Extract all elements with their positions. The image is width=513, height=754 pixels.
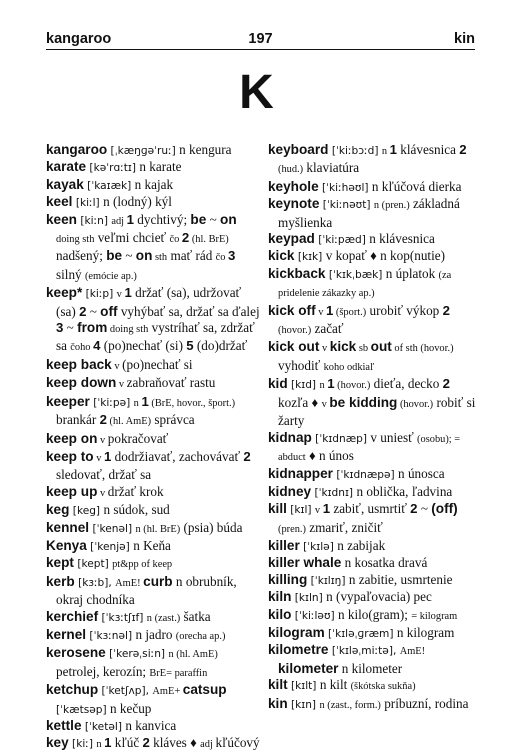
grammar-label: v (97, 434, 108, 446)
gloss: n kosatka dravá (341, 555, 428, 571)
grammar-label: v (314, 505, 323, 517)
gloss: urobiť výkop (366, 302, 443, 318)
headword: keg (46, 502, 70, 518)
pronunciation: [ˈkɜːnəl] (86, 629, 136, 642)
right-column (268, 142, 476, 714)
grammar-label: (hl. BrE) (189, 234, 229, 246)
pronunciation: [kɪlt] (287, 680, 320, 693)
headword: kerchief (46, 608, 99, 624)
headword: be kidding (329, 394, 398, 410)
headword: off (100, 303, 118, 319)
headword: kick off (268, 302, 316, 318)
dictionary-entry (46, 357, 260, 375)
page-number: 197 (248, 31, 273, 47)
grammar-label: (emócie ap.) (84, 270, 137, 282)
pronunciation: [kɪl] (286, 504, 315, 517)
grammar-label: v (93, 452, 104, 464)
sense-number: 2 (142, 735, 150, 751)
gloss: pokračovať (107, 430, 169, 446)
dictionary-entry (268, 501, 476, 538)
grammar-label: v (111, 360, 123, 372)
gloss: n jadro (135, 626, 176, 642)
dictionary-entry (268, 376, 476, 429)
pronunciation: [kɪn] (287, 698, 320, 711)
pronunciation: [kɪd] (287, 379, 320, 392)
gloss: dodržiavať, zachovávať (111, 448, 244, 464)
grammar-label: doing sth (107, 324, 149, 336)
headword: be (106, 248, 123, 264)
dictionary-entry (268, 231, 476, 248)
grammar-label: v (321, 398, 330, 410)
dictionary-entry (46, 194, 260, 211)
grammar-label: BrE= paraffin (149, 667, 208, 679)
headword: keep* (46, 285, 83, 301)
gloss: n kanvica (125, 718, 177, 733)
dictionary-entry (46, 212, 260, 286)
dictionary-entry (46, 431, 260, 449)
gloss: n zabijak (337, 537, 386, 553)
gloss: n súdok, sud (103, 502, 170, 518)
headword: kerb (46, 573, 75, 589)
dictionary-entry (46, 142, 260, 159)
grammar-label: n (zast., form.) (319, 699, 381, 711)
grammar-label: n (381, 146, 390, 157)
grammar-label: adj (200, 739, 216, 751)
headword: on (220, 211, 237, 227)
grammar-label: v (116, 379, 127, 391)
sense-number: 4 (93, 338, 101, 354)
pronunciation: [kɜːb], (74, 576, 116, 589)
gloss: n zabitie, usmrtenie (348, 571, 453, 587)
pronunciation: [kiːn] (76, 214, 112, 227)
gloss: n kilometer (338, 660, 403, 676)
grammar-label: (za pridelenie zákazky ap.) (278, 269, 452, 300)
gloss: základná myšlienka (278, 196, 460, 230)
gloss: kľúč (111, 735, 143, 751)
pronunciation: [kəˈrɑːtɪ] (86, 162, 140, 175)
headword: kick (329, 339, 357, 355)
headword: kick out (268, 339, 320, 355)
grammar-label: n (319, 380, 328, 392)
dictionary-entry (46, 609, 260, 627)
header-rule (46, 49, 475, 50)
pronunciation: [ˈkætsəp] (56, 703, 110, 716)
headword: kettle (46, 718, 82, 733)
sense-number: 1 (124, 285, 132, 301)
headword: keeper (46, 393, 90, 409)
gloss: (psia) búda (180, 519, 243, 535)
gloss: klávesnica (397, 142, 460, 157)
gloss: petrolej, kerozín; (56, 663, 150, 679)
gloss: n (lodný) kýl (103, 194, 172, 210)
dictionary-entry (268, 696, 476, 714)
headword: keep up (46, 483, 98, 499)
headword: kickback (268, 265, 326, 281)
headword: kin (268, 695, 288, 711)
grammar-label: čoho (70, 342, 94, 354)
headword: kangaroo (46, 142, 108, 157)
grammar-label: v (319, 343, 330, 355)
sense-number: 2 (442, 376, 450, 392)
grammar-label: v (315, 306, 326, 318)
dictionary-entry (46, 645, 260, 682)
gloss: kozľa ♦ (278, 394, 322, 410)
grammar-label: doing sth (56, 234, 95, 246)
dictionary-entry (268, 555, 476, 571)
pronunciation: [ˈkɪlɪŋ] (307, 574, 349, 587)
gloss: v uniesť (370, 429, 418, 445)
gloss: šatka (180, 608, 211, 624)
pronunciation: [ˈkaɪæk] (83, 179, 135, 192)
pronunciation: [ˈketəl] (81, 721, 126, 733)
grammar-label: adj (111, 215, 127, 227)
dictionary-entry (268, 589, 476, 606)
headword: out (370, 339, 392, 355)
gloss: nadšený; (56, 248, 107, 264)
pronunciation: [ˈkiːhəʊl] (318, 181, 372, 194)
gloss: robiť si žarty (278, 394, 476, 429)
grammar-label: AmE! (399, 646, 426, 658)
headword: killer (268, 537, 300, 553)
headword: killing (268, 571, 308, 587)
headword: keypad (268, 231, 315, 247)
headword: keyhole (268, 178, 319, 194)
gloss: ♦ n únos (305, 447, 354, 463)
gloss: zabiť, usmrtiť (330, 501, 411, 517)
grammar-label: AmE! (115, 577, 144, 589)
gloss: (do)držať (193, 338, 248, 354)
gloss: ~ (122, 248, 136, 264)
dictionary-entry (268, 677, 476, 695)
dictionary-entry (268, 466, 476, 483)
dictionary-entry (46, 449, 260, 484)
pronunciation: [ˈkɪlə] (299, 540, 338, 553)
gloss: n únosca (398, 466, 445, 482)
gloss: n kilt (319, 677, 351, 693)
dictionary-entry (268, 572, 476, 589)
gloss: ~ (86, 303, 101, 319)
grammar-label: (BrE, hovor., šport.) (148, 397, 236, 409)
grammar-label: čo (215, 252, 229, 264)
headword: keep back (46, 356, 112, 372)
gloss: vystríhať sa, zdržať sa (56, 320, 255, 354)
gloss: n kengura (179, 142, 232, 157)
grammar-label: n (96, 739, 105, 751)
headword: curb (143, 573, 173, 589)
dictionary-entry (268, 642, 476, 677)
running-header (46, 31, 475, 49)
dictionary-entry (268, 248, 476, 265)
first-guide-word: kangaroo (46, 31, 112, 47)
gloss: správca (151, 412, 195, 428)
gloss: ~ (206, 211, 221, 227)
gloss: zmariť, zničiť (305, 519, 383, 535)
gloss: zabraňovať rastu (126, 375, 216, 391)
dictionary-entry (46, 555, 260, 573)
dictionary-entry (268, 303, 476, 340)
grammar-label: v (116, 289, 125, 301)
sense-number: 2 (410, 501, 418, 517)
headword: on (135, 248, 153, 264)
grammar-label: n (pren.) (373, 200, 410, 212)
headword: kick (268, 248, 295, 264)
gloss: n karate (139, 159, 182, 175)
headword: key (46, 735, 69, 751)
pronunciation: [ˈketʃʌp], (98, 685, 153, 698)
headword: killer whale (268, 555, 342, 571)
sense-number: 1 (389, 142, 397, 157)
grammar-label: sth (152, 252, 168, 264)
gloss: n úplatok (385, 265, 439, 281)
grammar-label: čo (169, 234, 182, 246)
gloss: držať (sa), udržovať (sa) (56, 285, 242, 319)
headword: kept (46, 555, 74, 571)
headword: catsup (182, 682, 227, 698)
gloss: silný (56, 266, 85, 282)
grammar-label: of sth (hovor.) (391, 343, 454, 355)
grammar-label: (škótska sukňa) (350, 681, 416, 693)
gloss: sledovať, držať sa (56, 467, 152, 483)
gloss: v kopať ♦ n kop(nutie) (325, 248, 445, 264)
grammar-label: pt&pp of keep (112, 559, 173, 571)
dictionary-entry (46, 502, 260, 519)
gloss: kláves ♦ (149, 735, 201, 751)
pronunciation: [ˌkæŋɡəˈruː] (107, 145, 180, 157)
grammar-label: = kilogram (411, 610, 458, 622)
pronunciation: [kɪk] (294, 251, 326, 264)
grammar-label: (hovor.) (278, 325, 312, 337)
pronunciation: [ˈkiːpæd] (314, 234, 370, 247)
sense-number: 1 (104, 735, 112, 751)
sense-number: 2 (99, 412, 107, 428)
gloss: n klávesnica (369, 231, 435, 247)
grammar-label: sb (356, 343, 371, 355)
sense-number: 5 (186, 338, 194, 354)
dictionary-entry (268, 339, 476, 376)
sense-number: 1 (322, 501, 331, 517)
grammar-label: (orecha ap.) (175, 630, 226, 642)
dictionary-entry (46, 718, 260, 735)
dictionary-entry (46, 574, 260, 609)
gloss: n (vypaľovacia) pec (326, 589, 432, 605)
grammar-label: v (97, 487, 108, 499)
sense-number: 1 (103, 448, 112, 464)
dictionary-entry (268, 196, 476, 231)
grammar-label: (osobu); = abduct (278, 433, 461, 463)
dictionary-entry (268, 179, 476, 196)
gloss: príbuzní, rodina (380, 695, 469, 711)
gloss: n kilo(gram); (338, 606, 412, 622)
headword: kilo (268, 606, 292, 622)
gloss: vyhodiť (278, 357, 324, 373)
dictionary-entry (46, 520, 260, 538)
last-guide-word: kin (454, 31, 475, 47)
headword: (off) (431, 501, 458, 517)
gloss: dychtivý; (134, 211, 191, 227)
pronunciation: [ˈkenjə] (86, 540, 134, 553)
headword: kernel (46, 626, 87, 642)
gloss: začať (311, 321, 344, 337)
grammar-label: n (hl. BrE) (135, 523, 181, 535)
sense-number: 2 (459, 142, 467, 157)
dictionary-entry (268, 625, 476, 642)
sense-number: 3 (56, 320, 64, 336)
pronunciation: [kiːp] (82, 288, 117, 301)
grammar-label: (šport.) (333, 306, 367, 318)
headword: kidnap (268, 429, 312, 445)
left-column (46, 142, 260, 754)
gloss: n obrubník, okraj chodníka (56, 573, 237, 608)
pronunciation: [ˈkɪkˌbæk] (325, 268, 386, 281)
gloss: (po)nechať (si) (100, 338, 187, 354)
headword: keyboard (268, 142, 329, 157)
dictionary-entry (268, 142, 476, 179)
dictionary-entry (46, 394, 260, 431)
pronunciation: [ˈkerəˌsiːn] (105, 648, 169, 661)
gloss: (po)nechať si (122, 356, 193, 372)
headword: kiln (268, 589, 292, 605)
pronunciation: [ˈkɜːtʃɪf] (98, 611, 147, 624)
gloss: ~ (417, 501, 432, 517)
sense-number: 1 (325, 302, 334, 318)
headword: karate (46, 159, 87, 175)
sense-number: 1 (141, 393, 149, 409)
pronunciation: [ˈkɪdnæp] (311, 432, 371, 445)
dictionary-entry (46, 682, 260, 718)
sense-number: 3 (228, 248, 236, 264)
pronunciation: [kɪln] (291, 592, 327, 605)
grammar-label: (hovor.) (397, 398, 434, 410)
gloss: n kečup (110, 700, 152, 716)
pronunciation: [ˈkiːləʊ] (291, 609, 338, 622)
grammar-label: n (133, 397, 142, 409)
pronunciation: [keg] (69, 505, 104, 518)
headword: keen (46, 211, 77, 227)
headword: kilometre (268, 642, 329, 658)
headword: kilogram (268, 624, 325, 640)
grammar-label: n (hl. AmE) (168, 649, 218, 661)
pronunciation: [ˈkɪləˌɡræm] (324, 627, 397, 640)
headword: kid (268, 376, 288, 392)
gloss: n Keňa (133, 537, 171, 553)
gloss: n kľúčová dierka (371, 178, 462, 194)
sense-number: 2 (79, 303, 87, 319)
dictionary-entry (46, 177, 260, 194)
dictionary-entry (46, 159, 260, 176)
pronunciation: [kept] (73, 558, 113, 571)
pronunciation: [ˈkɪləˌmiːtə], (328, 645, 400, 658)
gloss: n oblička, ľadvina (356, 483, 453, 499)
dictionary-entry (46, 735, 260, 753)
gloss: ~ (63, 320, 78, 336)
dictionary-entry (268, 538, 476, 555)
grammar-label: n (zast.) (146, 612, 181, 624)
section-letter: K (239, 66, 274, 119)
grammar-label: (pren.) (278, 523, 306, 535)
dictionary-entry (46, 375, 260, 393)
grammar-label: (hovor.) (334, 380, 371, 392)
gloss: n kilogram (396, 624, 455, 640)
headword: kayak (46, 176, 84, 192)
gloss: n kajak (134, 176, 174, 192)
grammar-label: (hud.) (278, 164, 304, 176)
headword: kidnapper (268, 466, 333, 482)
headword: kennel (46, 519, 90, 535)
grammar-label: (hl. AmE) (106, 416, 152, 428)
sense-number: 2 (243, 448, 251, 464)
dictionary-entry (268, 607, 476, 625)
headword: kilometer (278, 660, 339, 676)
gloss: kľúčový (215, 735, 260, 751)
dictionary-entry (268, 484, 476, 501)
headword: ketchup (46, 682, 99, 698)
headword: keynote (268, 196, 320, 212)
pronunciation: [ˈkiːbɔːd] (328, 145, 382, 157)
headword: kilt (268, 677, 288, 693)
headword: kerosene (46, 645, 106, 661)
dictionary-entry (268, 430, 476, 467)
headword: keep down (46, 375, 117, 391)
headword: keep on (46, 430, 98, 446)
gloss: držať krok (107, 483, 164, 499)
pronunciation: [ˈkiːpə] (89, 396, 134, 409)
headword: kill (268, 501, 287, 517)
headword: Kenya (46, 537, 87, 553)
pronunciation: [kiː] (68, 738, 97, 751)
gloss: klaviatúra (303, 160, 360, 176)
gloss: brankár (56, 412, 100, 428)
pronunciation: [ˈkenəl] (89, 522, 136, 535)
headword: keel (46, 194, 73, 210)
pronunciation: [kiːl] (72, 197, 104, 210)
dictionary-entry (46, 538, 260, 555)
headword: from (77, 320, 108, 336)
pronunciation: [ˈkiːnəʊt] (319, 199, 374, 212)
sense-number: 1 (327, 376, 335, 392)
grammar-label: AmE+ (152, 686, 183, 698)
gloss: vyhýbať sa, držať sa ďalej (117, 303, 260, 319)
headword: keep to (46, 448, 94, 464)
gloss: veľmi chcieť (94, 230, 170, 246)
dictionary-entry (46, 627, 260, 645)
sense-number: 2 (442, 302, 450, 318)
dictionary-entry (46, 484, 260, 502)
pronunciation: [ˈkɪdnæpə] (332, 469, 399, 482)
dictionary-entry (268, 266, 476, 303)
gloss: dieťa, decko (370, 376, 443, 392)
sense-number: 2 (181, 230, 190, 246)
dictionary-entry (46, 285, 260, 357)
headword: kidney (268, 483, 312, 499)
headword: be (190, 211, 207, 227)
gloss: mať rád (167, 248, 216, 264)
grammar-label: koho odkiaľ (323, 361, 375, 373)
pronunciation: [ˈkɪdnɪ] (311, 486, 357, 499)
sense-number: 1 (126, 211, 134, 227)
